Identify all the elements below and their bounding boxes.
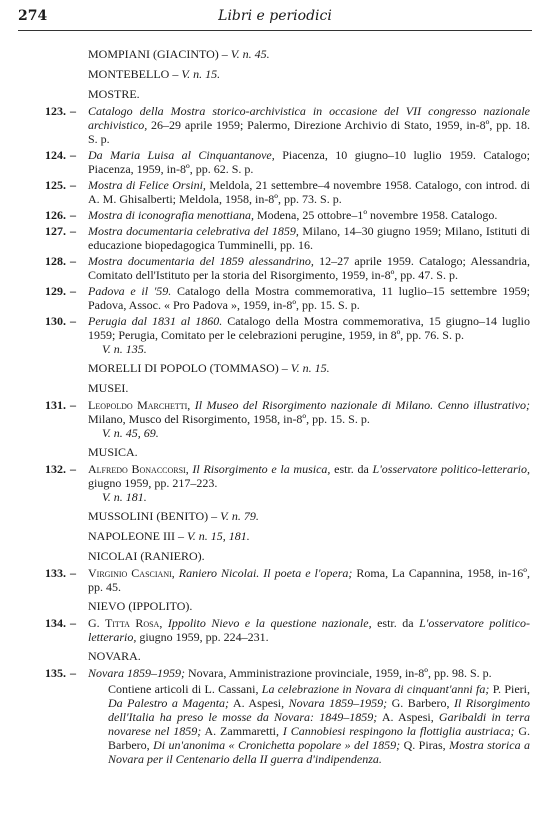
entry-123: 123. – Catalogo della Mostra storico-archivistica in occasione del VII congresso nazionale archivistico, 26–29 aprile 1959; Palermo, Direzione Archivio di Stato, 1959, in-8º, pp. 18. S. p. — [45, 104, 531, 146]
heading-nicolai: NICOLAI (RANIERO). — [88, 549, 205, 563]
entry-132: 132. – Alfredo Bonaccorsi, Il Risorgimento e la musica, estr. da L'osservatore politico-letterario, giugno 1959, pp. 217–223. V. n. 181. — [45, 462, 531, 504]
cross-reference: V. n. 181. — [102, 490, 147, 504]
heading-nievo: NIEVO (IPPOLITO). — [88, 599, 193, 613]
entry-131: 131. – Leopoldo Marchetti, Il Museo del Risorgimento nazionale di Milano. Cenno illustrativo; Milano, Musco del Risorgimento, 1958, in-8º, pp. 15. S. p. V. n. 45, 69. — [45, 398, 531, 440]
heading-musei: MUSEI. — [88, 381, 129, 395]
heading-morelli: MORELLI DI POPOLO (TOMMASO) – V. n. 15. — [88, 361, 330, 375]
heading-mostre: MOSTRE. — [88, 87, 140, 101]
entry-129: 129. – Padova e il '59. Catalogo della Mostra commemorativa, 11 luglio–15 settembre 1959; Padova, Assoc. « Pro Padova », 1959, in-8º, pp. 15. S. p. — [45, 284, 531, 312]
entry-124: 124. – Da Maria Luisa al Cinquantanove, Piacenza, 10 giugno–10 luglio 1959. Catalogo; Piacenza, 1959, in-8º, pp. 62. S. p. — [45, 148, 530, 176]
heading-napoleone: NAPOLEONE III – V. n. 15, 181. — [88, 529, 250, 543]
bibliography-list — [20, 42, 530, 766]
heading-musica: MUSICA. — [88, 445, 138, 459]
entry-133: 133. – Virginio Casciani, Raniero Nicolai. Il poeta e l'opera; Roma, La Capannina, 1958, in-16º, pp. 45. — [45, 566, 531, 594]
entry-126: 126. – Mostra di iconografia menottiana, Modena, 25 ottobre–1º novembre 1958. Catalogo. — [45, 208, 498, 222]
entry-130: 130. – Perugia dal 1831 al 1860. Catalogo della Mostra commemorativa, 15 giugno–14 luglio 1959; Perugia, Comitato per le celebrazioni perugine, 1959, in 8º, pp. 76. S. p. V. n. 135. — [45, 314, 531, 356]
page-header — [18, 8, 532, 28]
contents-note: Contiene articoli di L. Cassani, La celebrazione in Novara di cinquant'anni fa; P. Pieri, Da Palestro a Magenta; A. Aspesi, Novara 1859–1959; G. Barbero, Il Risorgimento dell'Italia ha preso le mosse da Novara: 1849–1859; A. Aspesi, Garibaldi in terra novarese nel 1859; A. Zammaretti, I Cannobiesi respingono la flottiglia austriaca; G. Barbero, Di un'anonima « Cronichetta popolare » del 1859; Q. Piras, Mostra storica a Novara per il Centenario della II guerra d'indipendenza. — [108, 682, 531, 766]
heading-mompiani: MOMPIANI (GIACINTO) – V. n. 45. — [88, 47, 270, 61]
entry-135: 135. – Novara 1859–1959; Novara, Amministrazione provinciale, 1959, in-8º, pp. 98. S. p. — [45, 666, 492, 680]
entry-125: 125. – Mostra di Felice Orsini, Meldola, 21 settembre–4 novembre 1958. Catalogo, con introd. di A. M. Ghisalberti; Meldola, 1958, in-8º, pp. 73. S. p. — [45, 178, 530, 206]
heading-mussolini: MUSSOLINI (BENITO) – V. n. 79. — [88, 509, 259, 523]
header-rule — [18, 30, 532, 31]
heading-montebello: MONTEBELLO – V. n. 15. — [88, 67, 221, 81]
entry-127: 127. – Mostra documentaria celebrativa del 1859, Milano, 14–30 giugno 1959; Milano, Istituti di educazione biopedagogica Tumminelli, pp. 16. — [45, 224, 531, 252]
cross-reference: V. n. 135. — [102, 342, 147, 356]
entry-134: 134. – G. Titta Rosa, Ippolito Nievo e la questione nazionale, estr. da L'osservatore politico-letterario, giugno 1959, pp. 224–231. — [45, 616, 531, 644]
entry-128: 128. – Mostra documentaria del 1859 alessandrino, 12–27 aprile 1959. Catalogo; Alessandria, Comitato dell'Istituto per la storia del Risorgimento, 1959, in-8º, pp. 47. S. p. — [45, 254, 531, 282]
running-title: Libri e periodici — [218, 8, 332, 24]
heading-novara: NOVARA. — [88, 649, 141, 663]
cross-reference: V. n. 45, 69. — [102, 426, 159, 440]
page-number: 274 — [18, 8, 48, 24]
